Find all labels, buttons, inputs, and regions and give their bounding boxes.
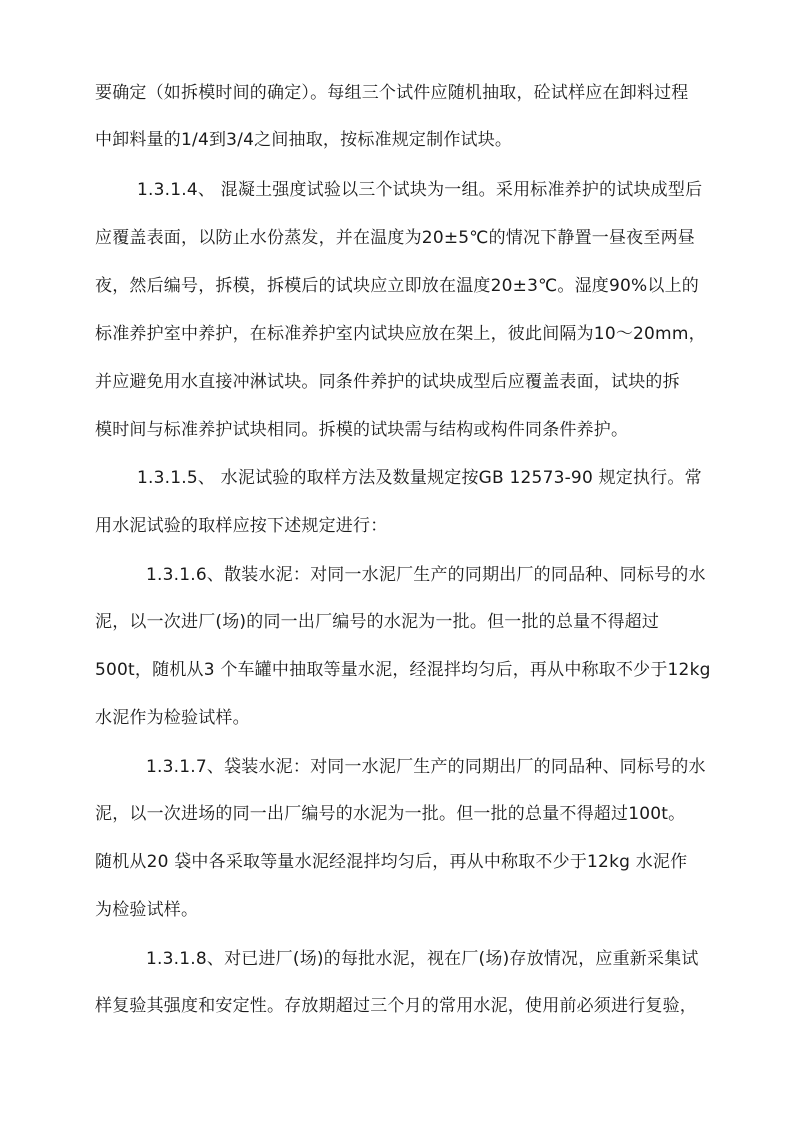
text-line-10: 用水泥试验的取样应按下述规定进行： [95, 516, 388, 536]
text-line-13: 500t，随机从3 个车罐中抽取等量水泥，经混拌均匀后，再从中称取不少于12kg [95, 660, 711, 680]
text-line-4: 应覆盖表面，以防止水份蒸发，并在温度为20±5℃的情况下静置一昼夜至两昼 [95, 228, 695, 248]
text-line-11: 1.3.1.6、散装水泥：对同一水泥厂生产的同期出厂的同品种、同标号的水 [146, 565, 706, 585]
text-line-19: 1.3.1.8、对已进厂(场)的每批水泥，视在厂(场)存放情况，应重新采集试 [146, 949, 699, 969]
text-line-3: 1.3.1.4、 混凝土强度试验以三个试块为一组。采用标准养护的试块成型后 [137, 180, 703, 200]
text-line-9: 1.3.1.5、 水泥试验的取样方法及数量规定按GB 12573-90 规定执行。常 [137, 468, 702, 488]
text-line-20: 样复验其强度和安定性。存放期超过三个月的常用水泥，使用前必须进行复验， [95, 996, 697, 1016]
text-line-15: 1.3.1.7、袋装水泥：对同一水泥厂生产的同期出厂的同品种、同标号的水 [146, 757, 706, 777]
text-line-18: 为检验试样。 [95, 900, 199, 920]
text-line-12: 泥，以一次进厂(场)的同一出厂编号的水泥为一批。但一批的总量不得超过 [95, 612, 660, 632]
text-line-7: 并应避免用水直接冲淋试块。同条件养护的试块成型后应覆盖表面，试块的拆 [95, 372, 680, 392]
text-line-6: 标准养护室中养护，在标准养护室内试块应放在架上，彼此间隔为10～20mm， [95, 324, 706, 344]
text-line-8: 模时间与标准养护试块相同。拆模的试块需与结构或构件同条件养护。 [95, 420, 629, 440]
text-line-2: 中卸料量的1/4到3/4之间抽取，按标准规定制作试块。 [95, 130, 513, 150]
text-line-16: 泥，以一次进场的同一出厂编号的水泥为一批。但一批的总量不得超过100t。 [95, 804, 686, 824]
text-line-14: 水泥作为检验试样。 [95, 708, 250, 728]
text-line-5: 夜，然后编号，拆模，拆模后的试块应立即放在温度20±3℃。湿度90%以上的 [95, 276, 699, 296]
text-line-1: 要确定（如拆模时间的确定）。每组三个试件应随机抽取，砼试样应在卸料过程 [95, 83, 689, 103]
text-line-17: 随机从20 袋中各采取等量水泥经混拌均匀后，再从中称取不少于12kg 水泥作 [95, 852, 688, 872]
